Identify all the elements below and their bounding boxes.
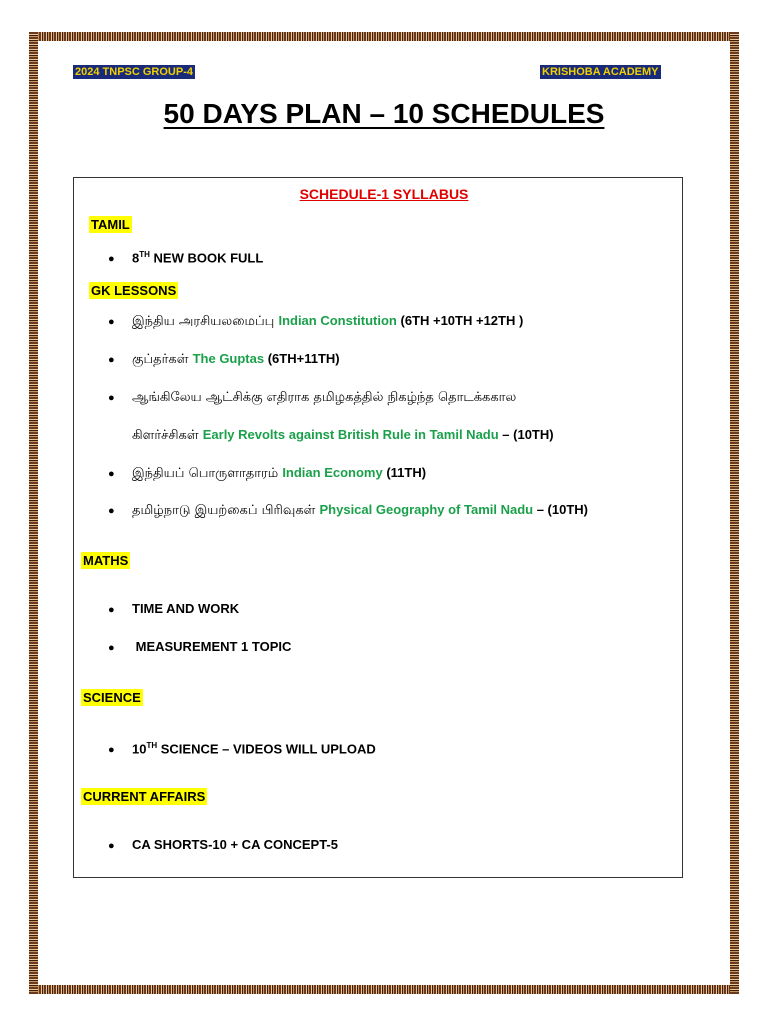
page-title-text: 50 DAYS PLAN – 10 SCHEDULES [163, 98, 605, 129]
bullet-icon: ● [108, 505, 115, 517]
list-item-continuation [132, 426, 554, 445]
border-top [29, 32, 739, 41]
border-right [730, 32, 739, 994]
item-tamil-text: கிளர்ச்சிகள் [132, 428, 203, 443]
item-english-text: Early Revolts against British Rule in Tamil Nadu [202, 427, 499, 442]
schedule-heading-text: SCHEDULE-1 SYLLABUS [299, 186, 469, 202]
item-text: MEASUREMENT 1 TOPIC [132, 639, 292, 654]
item-tamil-text: இந்திய அரசியலமைப்பு [132, 314, 279, 329]
list-item [108, 350, 340, 369]
schedule-heading [0, 186, 768, 202]
list-item [108, 836, 338, 855]
item-tamil-text: தமிழ்நாடு இயற்கைப் பிரிவுகள் [132, 503, 320, 518]
item-english-text: Physical Geography of Tamil Nadu [319, 502, 534, 517]
item-english-text: The Guptas [192, 351, 265, 366]
item-english-text: Indian Constitution [278, 313, 397, 328]
list-item [108, 737, 376, 759]
item-text: NEW BOOK FULL [149, 250, 264, 266]
bullet-icon: ● [108, 840, 115, 852]
bullet-icon: ● [108, 604, 115, 616]
item-number: 10 [132, 741, 147, 757]
bullet-icon: ● [108, 316, 115, 328]
bullet-icon: ● [108, 468, 115, 480]
item-tamil-text: இந்தியப் பொருளாதாரம் [132, 466, 283, 481]
bullet-icon: ● [108, 642, 115, 654]
page-title [0, 98, 768, 130]
list-item [108, 464, 426, 483]
item-text: TIME AND WORK [132, 601, 240, 616]
section-label-science: SCIENCE [83, 690, 141, 705]
academy-tag: KRISHOBA ACADEMY [542, 66, 659, 78]
item-superscript: TH [139, 250, 150, 259]
item-tamil-text: குப்தர்கள் [132, 352, 193, 367]
list-item [108, 388, 516, 407]
item-english-text: Indian Economy [282, 465, 383, 480]
list-item [108, 501, 588, 520]
item-tamil-text: ஆங்கிலேய ஆட்சிக்கு எதிராக தமிழகத்தில் நிகழ்ந்த தொடக்ககால [132, 390, 517, 405]
item-text: CA SHORTS-10 + CA CONCEPT-5 [132, 837, 338, 852]
border-left [29, 32, 38, 994]
item-standards: (6TH+11TH) [264, 351, 340, 366]
list-item [108, 312, 523, 331]
bullet-icon: ● [108, 744, 115, 757]
item-number: 8 [132, 250, 140, 266]
border-bottom [29, 985, 739, 994]
item-standards: (6TH +10TH +12TH ) [396, 313, 524, 328]
item-standards: (11TH) [382, 465, 427, 480]
bullet-icon: ● [108, 392, 115, 404]
section-label-tamil: TAMIL [91, 217, 130, 232]
item-standards: – (10TH) [498, 427, 554, 442]
bullet-icon: ● [108, 354, 115, 366]
item-text: SCIENCE – VIDEOS WILL UPLOAD [157, 741, 376, 757]
section-label-maths: MATHS [83, 553, 129, 568]
list-item [108, 638, 291, 657]
item-standards: – (10TH) [533, 502, 588, 517]
bullet-icon: ● [108, 253, 115, 266]
list-item [108, 600, 239, 619]
section-label-current-affairs: CURRENT AFFAIRS [83, 789, 206, 804]
exam-tag: 2024 TNPSC GROUP-4 [75, 66, 193, 78]
section-label-gk: GK LESSONS [91, 283, 177, 298]
list-item [108, 246, 263, 268]
item-superscript: TH [146, 741, 158, 750]
